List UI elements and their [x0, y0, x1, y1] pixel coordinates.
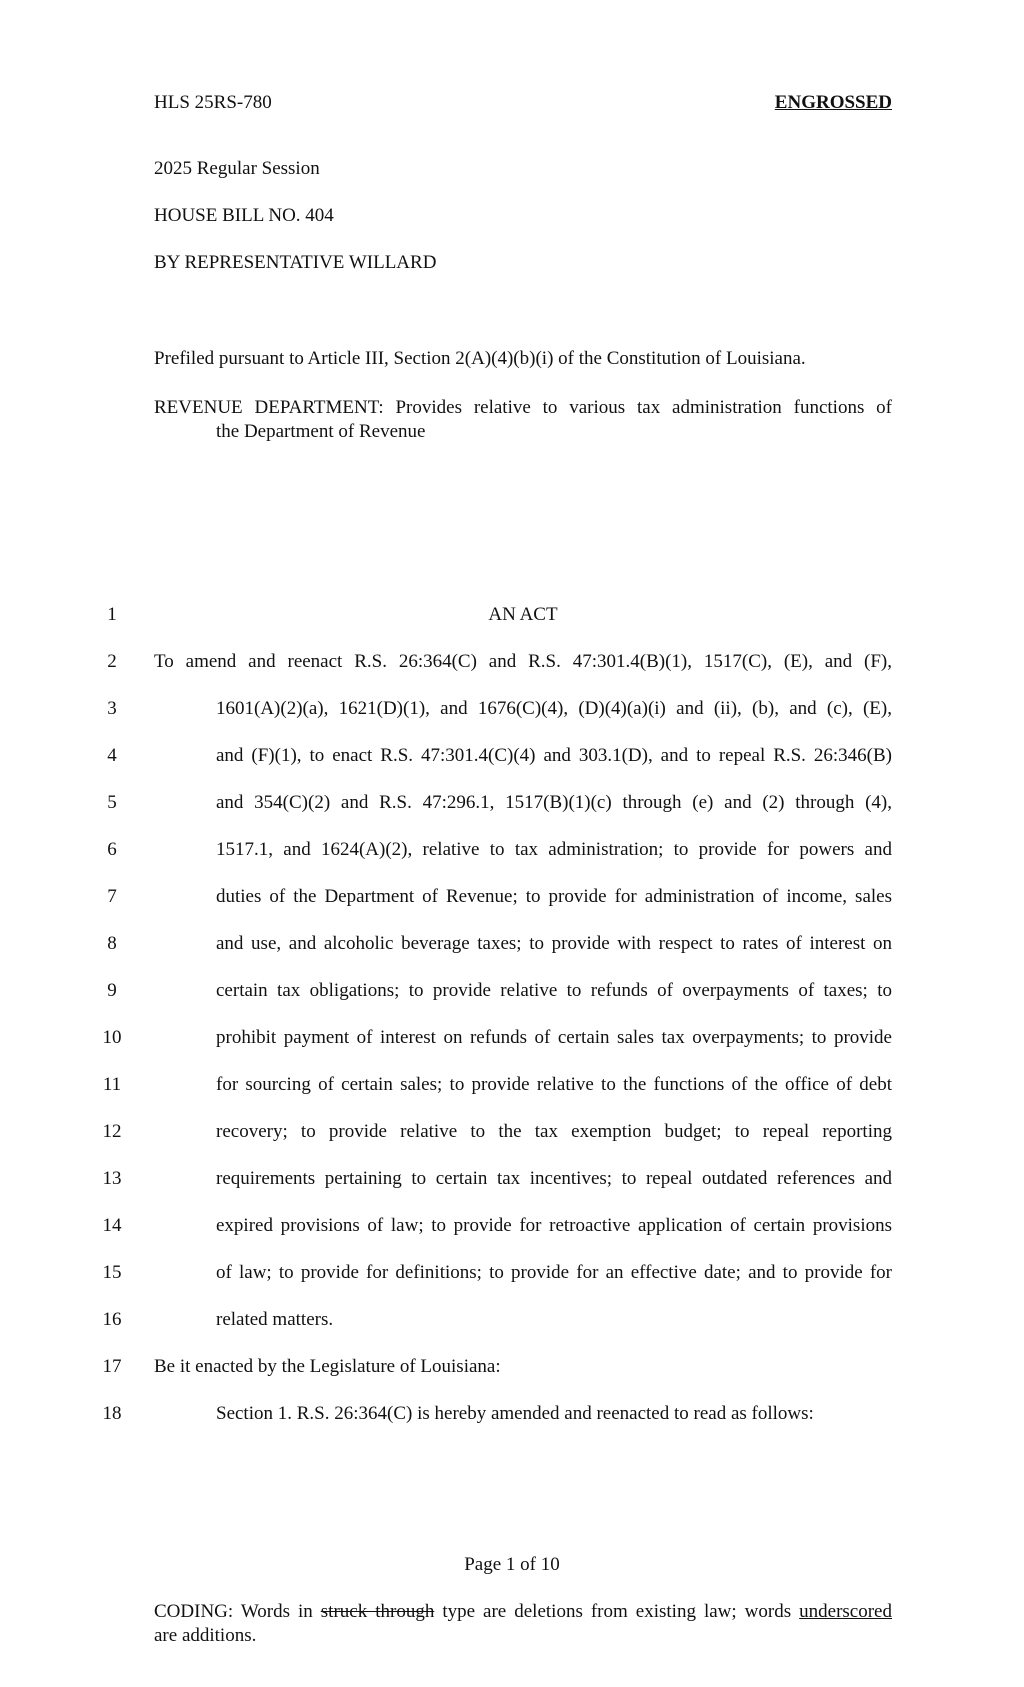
line-number: 14 [102, 1215, 122, 1236]
line-number: 10 [102, 1027, 122, 1048]
line-number: 4 [107, 745, 117, 766]
line-number: 18 [102, 1403, 122, 1424]
bill-number: HOUSE BILL NO. 404 [154, 205, 334, 226]
act-line: and (F)(1), to enact R.S. 47:301.4(C)(4) and 303.1(D), and to repeal R.S. 26:346(B) [216, 745, 892, 766]
line-number: 7 [107, 886, 117, 907]
act-line: requirements pertaining to certain tax incentives; to repeal outdated references and [216, 1168, 892, 1189]
line-number: 13 [102, 1168, 122, 1189]
act-line: expired provisions of law; to provide for retroactive application of certain provisions [216, 1215, 892, 1236]
bill-author: BY REPRESENTATIVE WILLARD [154, 252, 437, 273]
prefiled-note: Prefiled pursuant to Article III, Section 2(A)(4)(b)(i) of the Constitution of Louisiana. [154, 348, 806, 369]
line-number: 1 [107, 604, 117, 625]
act-line: recovery; to provide relative to the tax exemption budget; to repeal reporting [216, 1121, 892, 1142]
bill-digest [154, 396, 892, 444]
act-line: and 354(C)(2) and R.S. 47:296.1, 1517(B)(1)(c) through (e) and (2) through (4), [216, 792, 892, 813]
coding-underscore-example: underscored [799, 1601, 892, 1622]
line-number: 6 [107, 839, 117, 860]
act-line: prohibit payment of interest on refunds of certain sales tax overpayments; to provide [216, 1027, 892, 1048]
line-number: 16 [102, 1309, 122, 1330]
line-number: 5 [107, 792, 117, 813]
act-line: To amend and reenact R.S. 26:364(C) and R.S. 47:301.4(B)(1), 1517(C), (E), and (F), [154, 651, 892, 672]
line-number: 15 [102, 1262, 122, 1283]
page-number: Page 1 of 10 [464, 1554, 560, 1575]
act-line: related matters. [216, 1309, 334, 1330]
act-line: 1517.1, and 1624(A)(2), relative to tax administration; to provide for powers and [216, 839, 892, 860]
act-line: certain tax obligations; to provide relative to refunds of overpayments of taxes; to [216, 980, 892, 1001]
act-title: AN ACT [488, 604, 558, 625]
enacting-clause: Be it enacted by the Legislature of Louisiana: [154, 1356, 501, 1377]
line-number: 11 [102, 1074, 122, 1095]
document-code: HLS 25RS-780 [154, 92, 272, 113]
coding-strike-example: struck through [320, 1601, 435, 1622]
line-number: 9 [107, 980, 117, 1001]
coding-note [154, 1600, 892, 1648]
session-label: 2025 Regular Session [154, 158, 320, 179]
act-line: 1601(A)(2)(a), 1621(D)(1), and 1676(C)(4), (D)(4)(a)(i) and (ii), (b), and (c), (E), [216, 698, 892, 719]
coding-end: are additions. [154, 1625, 257, 1646]
coding-prefix: CODING: Words in [154, 1601, 321, 1622]
digest-line-2: the Department of Revenue [216, 421, 426, 442]
act-line: duties of the Department of Revenue; to provide for administration of income, sales [216, 886, 892, 907]
line-number: 3 [107, 698, 117, 719]
digest-line-1: REVENUE DEPARTMENT: Provides relative to various tax administration functions of [154, 397, 892, 418]
section-heading: Section 1. R.S. 26:364(C) is hereby amended and reenacted to read as follows: [216, 1403, 814, 1424]
act-line: for sourcing of certain sales; to provide relative to the functions of the office of debt [216, 1074, 892, 1095]
line-number: 12 [102, 1121, 122, 1142]
line-number: 8 [107, 933, 117, 954]
act-line: and use, and alcoholic beverage taxes; to provide with respect to rates of interest on [216, 933, 892, 954]
line-number: 2 [107, 651, 117, 672]
engrossed-status: ENGROSSED [774, 92, 892, 113]
line-number: 17 [102, 1356, 122, 1377]
act-line: of law; to provide for definitions; to provide for an effective date; and to provide for [216, 1262, 892, 1283]
coding-mid: type are deletions from existing law; words [434, 1601, 800, 1622]
